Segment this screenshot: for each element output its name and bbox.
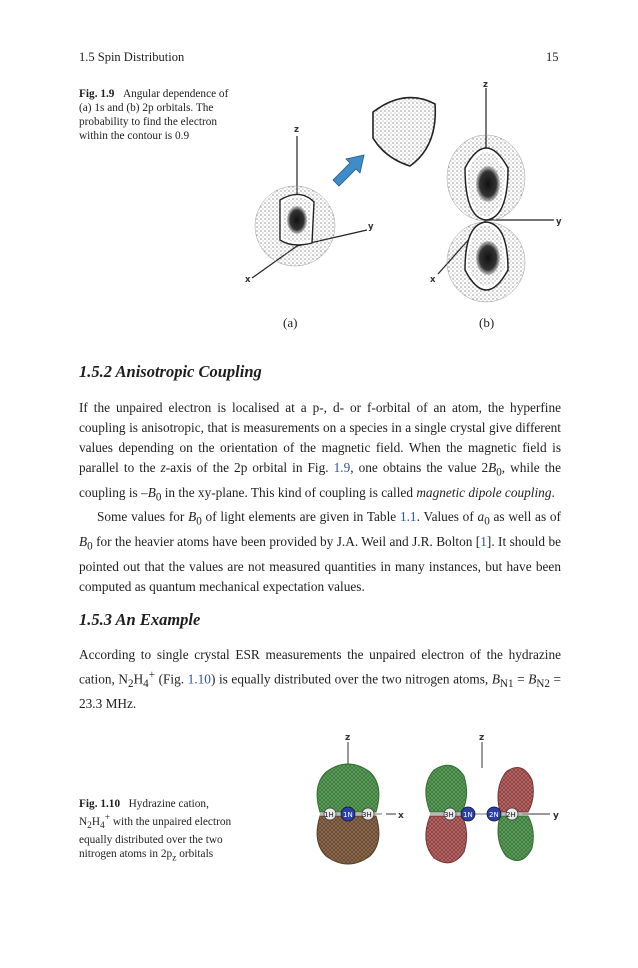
p2-b0-sub: 0 (196, 515, 202, 528)
p1-term: magnetic dipole coupling (416, 484, 552, 500)
p1-text-f: . (551, 484, 555, 500)
p2-b0: B (188, 509, 197, 525)
p2-text-e: for the heavier atoms have been provided by J.A. Weil and J.R. Bolton [ (92, 533, 481, 549)
axis-y-label: y (553, 811, 559, 821)
p1-text-a: If the unpaired electron is localised at a p-, d- or f-orbital of an atom, the hyperfine coupling is anisotropic, that is measurements on a species in a single crystal give different values depending on the orientation of the magnetic field. When the magnetic field is parallel to the (79, 400, 561, 475)
fig-1-9-sublabel-b: (b) (479, 315, 495, 330)
fig-1-9-caption-text: Angular dependence of (a) 1s and (b) 2p orbitals. The probability to find the electron within the contour is 0.9 (79, 88, 229, 142)
axis-y-label-b: y (556, 217, 562, 227)
paragraph-2 (79, 507, 561, 596)
citation-1-ref[interactable]: 1 (480, 533, 487, 549)
fig-1-10-cap-sup: + (104, 813, 111, 823)
p2-b0-b-sub: 0 (87, 540, 93, 553)
table-1-1-ref[interactable]: 1.1 (399, 509, 417, 525)
p3-eq2: = 23.3 MHz. (79, 671, 561, 712)
p1-text-c: , one obtains the value 2 (350, 460, 489, 475)
fig-1-10-ref[interactable]: 1.10 (187, 671, 211, 687)
section-1-5-2-title: 1.5.2 Anisotropic Coupling (79, 362, 262, 381)
fig-1-10-hydrazine (300, 728, 570, 878)
atom-label-left-3: 3H (362, 811, 372, 819)
p3-bn2-sub: N2 (536, 678, 550, 691)
arrow-icon (333, 155, 364, 186)
p2-text-f: ]. It should be pointed out that the values are not measured quantities in many instances, but have been computed as quantum mechanical expectation values. (79, 533, 561, 594)
p3-eq1: = (513, 671, 529, 687)
page-number: 15 (546, 50, 559, 64)
axis-z-label-a: z (294, 125, 299, 135)
fig-1-9-sublabel-a: (a) (283, 315, 298, 330)
fig-1-10-cap-subz: z (172, 853, 177, 864)
axis-x-label-b: x (430, 275, 436, 285)
axis-z-label-right: z (479, 733, 485, 743)
atom-label-left-2: 1N (343, 811, 353, 819)
p1-b0-b-sub: 0 (155, 491, 162, 504)
section-1-5-2-body (79, 398, 561, 597)
atom-label-left-1: 1H (324, 811, 334, 819)
hydrazine-view-xz (317, 733, 404, 864)
orbital-1s (245, 125, 374, 285)
p3-text-c: ) is equally distributed over the two nitrogen atoms, (210, 671, 492, 687)
p1-b0-a: B (488, 460, 497, 475)
p2-b0-b: B (79, 533, 88, 549)
running-header: 1.5 Spin Distribution (79, 50, 185, 64)
orbital-segment (373, 98, 435, 166)
p3-text-b: (Fig. (154, 671, 188, 687)
p3-h: H (133, 671, 144, 687)
atom-label-right-2: 1N (463, 811, 473, 819)
p3-text-a: According to single crystal ESR measurements the unpaired electron of the hydrazine cation, N (79, 647, 561, 687)
axis-z-label-b: z (483, 80, 488, 90)
p1-b0-a-sub: 0 (496, 466, 502, 479)
p2-text-b: of light elements are given in Table (201, 509, 400, 525)
hydrazine-view-yz (426, 733, 559, 863)
p1-text-e: in the xy-plane. This kind of coupling is called (161, 484, 417, 500)
fig-1-10-cap-b: with the unpaired electron equally distributed over the two nitrogen atoms in 2p (79, 815, 232, 861)
axis-x-label: x (398, 811, 404, 821)
p3-sub4: 4 (143, 678, 149, 691)
fig-1-10-cap-a: Hydrazine cation, N (79, 798, 209, 828)
atom-label-right-1: 3H (444, 811, 454, 819)
section-1-5-3-title: 1.5.3 An Example (79, 610, 201, 629)
paragraph-1 (79, 398, 561, 507)
p1-b0-b: B (147, 484, 156, 500)
fig-1-9-orbitals (240, 78, 570, 308)
p1-text-b: -axis of the 2p orbital in Fig. (165, 460, 334, 475)
p2-a0: a (477, 509, 485, 525)
p3-bn1-sub: N1 (499, 678, 514, 691)
fig-1-10-cap-h: H (91, 815, 101, 828)
fig-1-10-caption (79, 797, 239, 865)
fig-1-10-cap-c: orbitals (176, 848, 214, 861)
fig-1-10-label: Fig. 1.10 (79, 798, 121, 810)
atom-label-right-4: 2H (506, 811, 516, 819)
p1-zaxis: z (160, 460, 166, 475)
p3-bn1: B (491, 671, 500, 687)
fig-1-9-label: Fig. 1.9 (79, 88, 115, 100)
section-1-5-3-body (79, 645, 561, 714)
atom-label-right-3: 2N (489, 811, 499, 819)
fig-1-9-ref[interactable]: 1.9 (333, 460, 351, 475)
p3-bn2: B (528, 671, 537, 687)
p3-sub2: 2 (128, 678, 134, 691)
p2-text-c: . Values of (416, 509, 478, 525)
orbital-2p (430, 80, 562, 302)
fig-1-10-cap-sub2: 2 (87, 821, 92, 832)
p1-text-d: , while the coupling is – (79, 460, 561, 500)
p3-sup: + (148, 669, 155, 681)
p2-text-a: Some values for (97, 509, 189, 525)
fig-1-10-cap-sub4: 4 (100, 821, 105, 832)
fig-1-9-caption (79, 87, 239, 143)
p2-a0-sub: 0 (484, 515, 490, 528)
p2-text-d: as well as of (489, 509, 561, 525)
axis-z-label-left: z (345, 733, 351, 743)
axis-y-label-a: y (368, 222, 374, 232)
axis-x-label-a: x (245, 275, 251, 285)
paragraph-3 (79, 645, 561, 714)
